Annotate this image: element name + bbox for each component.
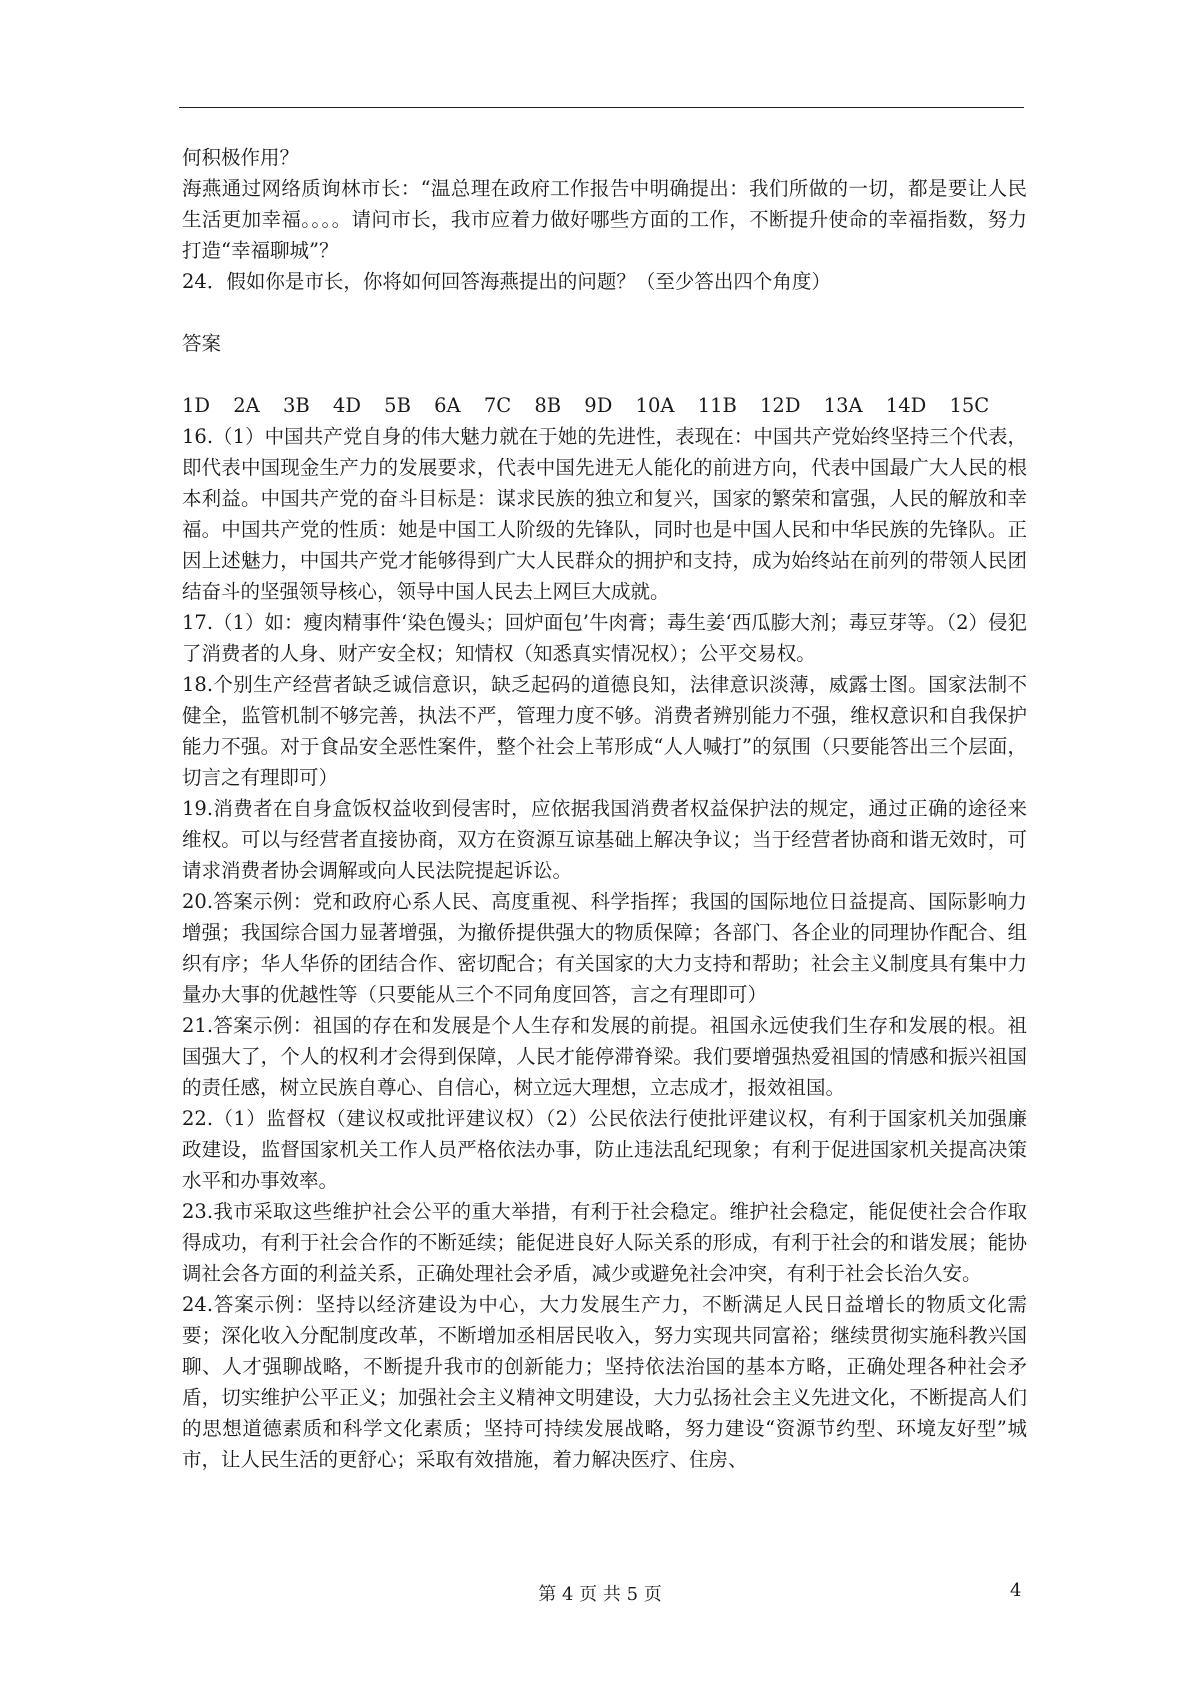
answer-key-item: 5B [384,394,411,417]
answer-20: 20.答案示例：党和政府心系人民、高度重视、科学指挥；我国的国际地位日益提高、国际影响力增强；我国综合国力显著增强，为撤侨提供强大的物质保障；各部门、各企业的同理协作配合、组织有序；华人华侨的团结合作、密切配合；有关国家的大力支持和帮助；社会主义制度具有集中力量办大事的优越性等（只要能从三个不同角度回答，言之有理即可） [182,890,1027,1006]
answer-key-item: 8B [534,394,562,417]
answer-key-item: 12D [760,394,801,417]
intro-line-1: 何积极作用？ [182,146,300,169]
answer-22: 22.（1）监督权（建议权或批评建议权）（2）公民依法行使批评建议权，有利于国家机关加强廉政建设，监督国家机关工作人员严格依法办事，防止违法乱纪现象；有利于促进国家机关提高决策水平和办事效率。 [182,1107,1027,1192]
answer-heading: 答案 [182,332,222,355]
spacer [182,297,1027,328]
intro-question-context: 海燕通过网络质询林市长：“温总理在政府工作报告中明确提出：我们所做的一切，都是要让人民生活更加幸福。。。。请问市长，我市应着力做好哪些方面的工作，不断提升使命的幸福指数，努力打造“幸福聊城”？ [182,177,1027,262]
answer-23: 23.我市采取这些维护社会公平的重大举措，有利于社会稳定。维护社会稳定，能促使社会合作取得成功，有利于社会合作的不断延续；能促进良好人际关系的形成，有利于社会的和谐发展；能协调社会各方面的利益关系，正确处理社会矛盾，减少或避免社会冲突，有利于社会长治久安。 [182,1200,1027,1285]
answer-18: 18.个别生产经营者缺乏诚信意识，缺乏起码的道德良知，法律意识淡薄，威露士图。国家法制不健全，监管机制不够完善，执法不严，管理力度不够。消费者辨别能力不强，维权意识和自我保护能力不强。对于食品安全恶性案件，整个社会上苇形成“人人喊打”的氛围（只要能答出三个层面，切言之有理即可） [182,673,1027,789]
page-indicator: 第 4 页 共 5 页 [538,1584,662,1605]
multiple-choice-answer-key [182,390,1027,421]
answer-21: 21.答案示例：祖国的存在和发展是个人生存和发展的前提。祖国永远使我们生存和发展的根。祖国强大了，个人的权利才会得到保障，人民才能停滞脊梁。我们要增强热爱祖国的情感和振兴祖国的责任感，树立民族自尊心、自信心，树立远大理想，立志成才，报效祖国。 [182,1014,1027,1099]
answer-key-item: 13A [823,394,863,417]
answer-key-item: 4D [332,394,361,417]
answer-key-item: 14D [885,394,927,417]
answer-19: 19.消费者在自身盒饭权益收到侵害时，应依据我国消费者权益保护法的规定，通过正确的途径来维权。可以与经营者直接协商，双方在资源互谅基础上解决争议；当于经营者协商和谐无效时，可请求消费者协会调解或向人民法院提起诉讼。 [182,797,1027,882]
document-body [182,142,1027,1475]
answer-key-item: 11B [697,394,737,417]
answer-16: 16.（1）中国共产党自身的伟大魅力就在于她的先进性，表现在：中国共产党始终坚持三个代表，即代表中国现金生产力的发展要求，代表中国先进无人能化的前进方向，代表中国最广大人民的根本利益。中国共产党的奋斗目标是：谋求民族的独立和复兴，国家的繁荣和富强，人民的解放和幸福。中国共产党的性质：她是中国工人阶级的先锋队，同时也是中国人民和中华民族的先锋队。正因上述魅力，中国共产党才能够得到广大人民群众的拥护和支持，成为始终站在前列的带领人民团结奋斗的坚强领导核心，领导中国人民去上网巨大成就。 [182,425,1027,603]
answer-24: 24.答案示例：坚持以经济建设为中心，大力发展生产力，不断满足人民日益增长的物质文化需要；深化收入分配制度改革，不断增加丞相居民收入，努力实现共同富裕；继续贯彻实施科教兴国聊、人才强聊战略，不断提升我市的创新能力；坚持依法治国的基本方略，正确处理各种社会矛盾，切实维护公平正义；加强社会主义精神文明建设，大力弘扬社会主义先进文化，不断提高人们的思想道德素质和科学文化素质；坚持可持续发展战略，努力建设“资源节约型、环境友好型”城市，让人民生活的更舒心；采取有效措施，着力解决医疗、住房、 [182,1293,1027,1471]
question-24: 24．假如你是市长，你将如何回答海燕提出的问题？（至少答出四个角度） [182,270,831,293]
page-number: 4 [1010,1580,1022,1601]
answer-key-item: 3B [282,394,310,417]
answer-key-item: 6A [434,394,461,417]
answer-key-item: 10A [635,394,675,417]
answer-key-item: 2A [233,394,260,417]
answer-17: 17.（1）如：瘦肉精事件‘染色馒头；回炉面包’牛肉膏；毒生姜‘西瓜膨大剂；毒豆芽等。（2）侵犯了消费者的人身、财产安全权；知情权（知悉真实情况权）；公平交易权。 [182,611,1027,665]
header-rule [179,107,1024,108]
spacer [182,359,1027,390]
answer-key-item: 15C [949,394,990,417]
answer-key-item: 7C [483,394,512,417]
answer-key-item: 9D [584,394,613,417]
answer-key-item: 1D [182,394,211,417]
